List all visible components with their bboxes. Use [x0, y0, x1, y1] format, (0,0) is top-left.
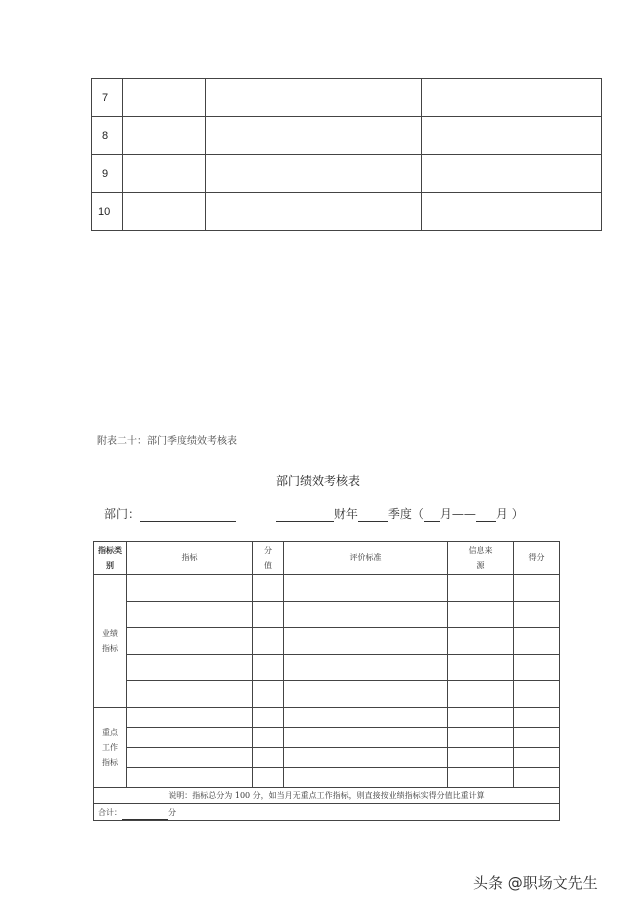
start-month-field[interactable] [424, 509, 440, 522]
dept-field[interactable] [140, 509, 236, 522]
note-row: 说明：指标总分为 100 分，如当月无重点工作指标，则直接按业绩指标实得分值比重计算 [94, 788, 560, 804]
table-row: 10 [92, 193, 602, 231]
table-row [94, 628, 560, 655]
table-row: 7 [92, 79, 602, 117]
end-month-field[interactable] [476, 509, 496, 522]
table-row [94, 728, 560, 748]
table-row [94, 768, 560, 788]
form-title: 部门绩效考核表 [276, 474, 361, 488]
table-row: 8 [92, 117, 602, 155]
watermark: 头条 @职场文先生 [473, 874, 598, 892]
table-row: 重点工作指标 [94, 708, 560, 728]
total-row: 合计： 分 [94, 804, 560, 821]
form-header-line: 部门： 财年 季度（ 月—— 月 ） [104, 507, 524, 521]
table-row: 9 [92, 155, 602, 193]
table-row [94, 748, 560, 768]
table-row [94, 655, 560, 681]
table-row [94, 602, 560, 628]
assessment-table [93, 541, 560, 821]
appendix-caption: 附表二十：部门季度绩效考核表 [97, 436, 237, 447]
continued-table [91, 78, 602, 231]
quarter-field[interactable] [358, 509, 388, 522]
table-row [94, 681, 560, 708]
total-field[interactable] [122, 810, 168, 820]
fiscal-year-field[interactable] [276, 509, 334, 522]
table-row: 业绩指标 [94, 575, 560, 602]
header-row: 指标类别 指标 分值 评价标准 信息来源 得分 [94, 542, 560, 575]
